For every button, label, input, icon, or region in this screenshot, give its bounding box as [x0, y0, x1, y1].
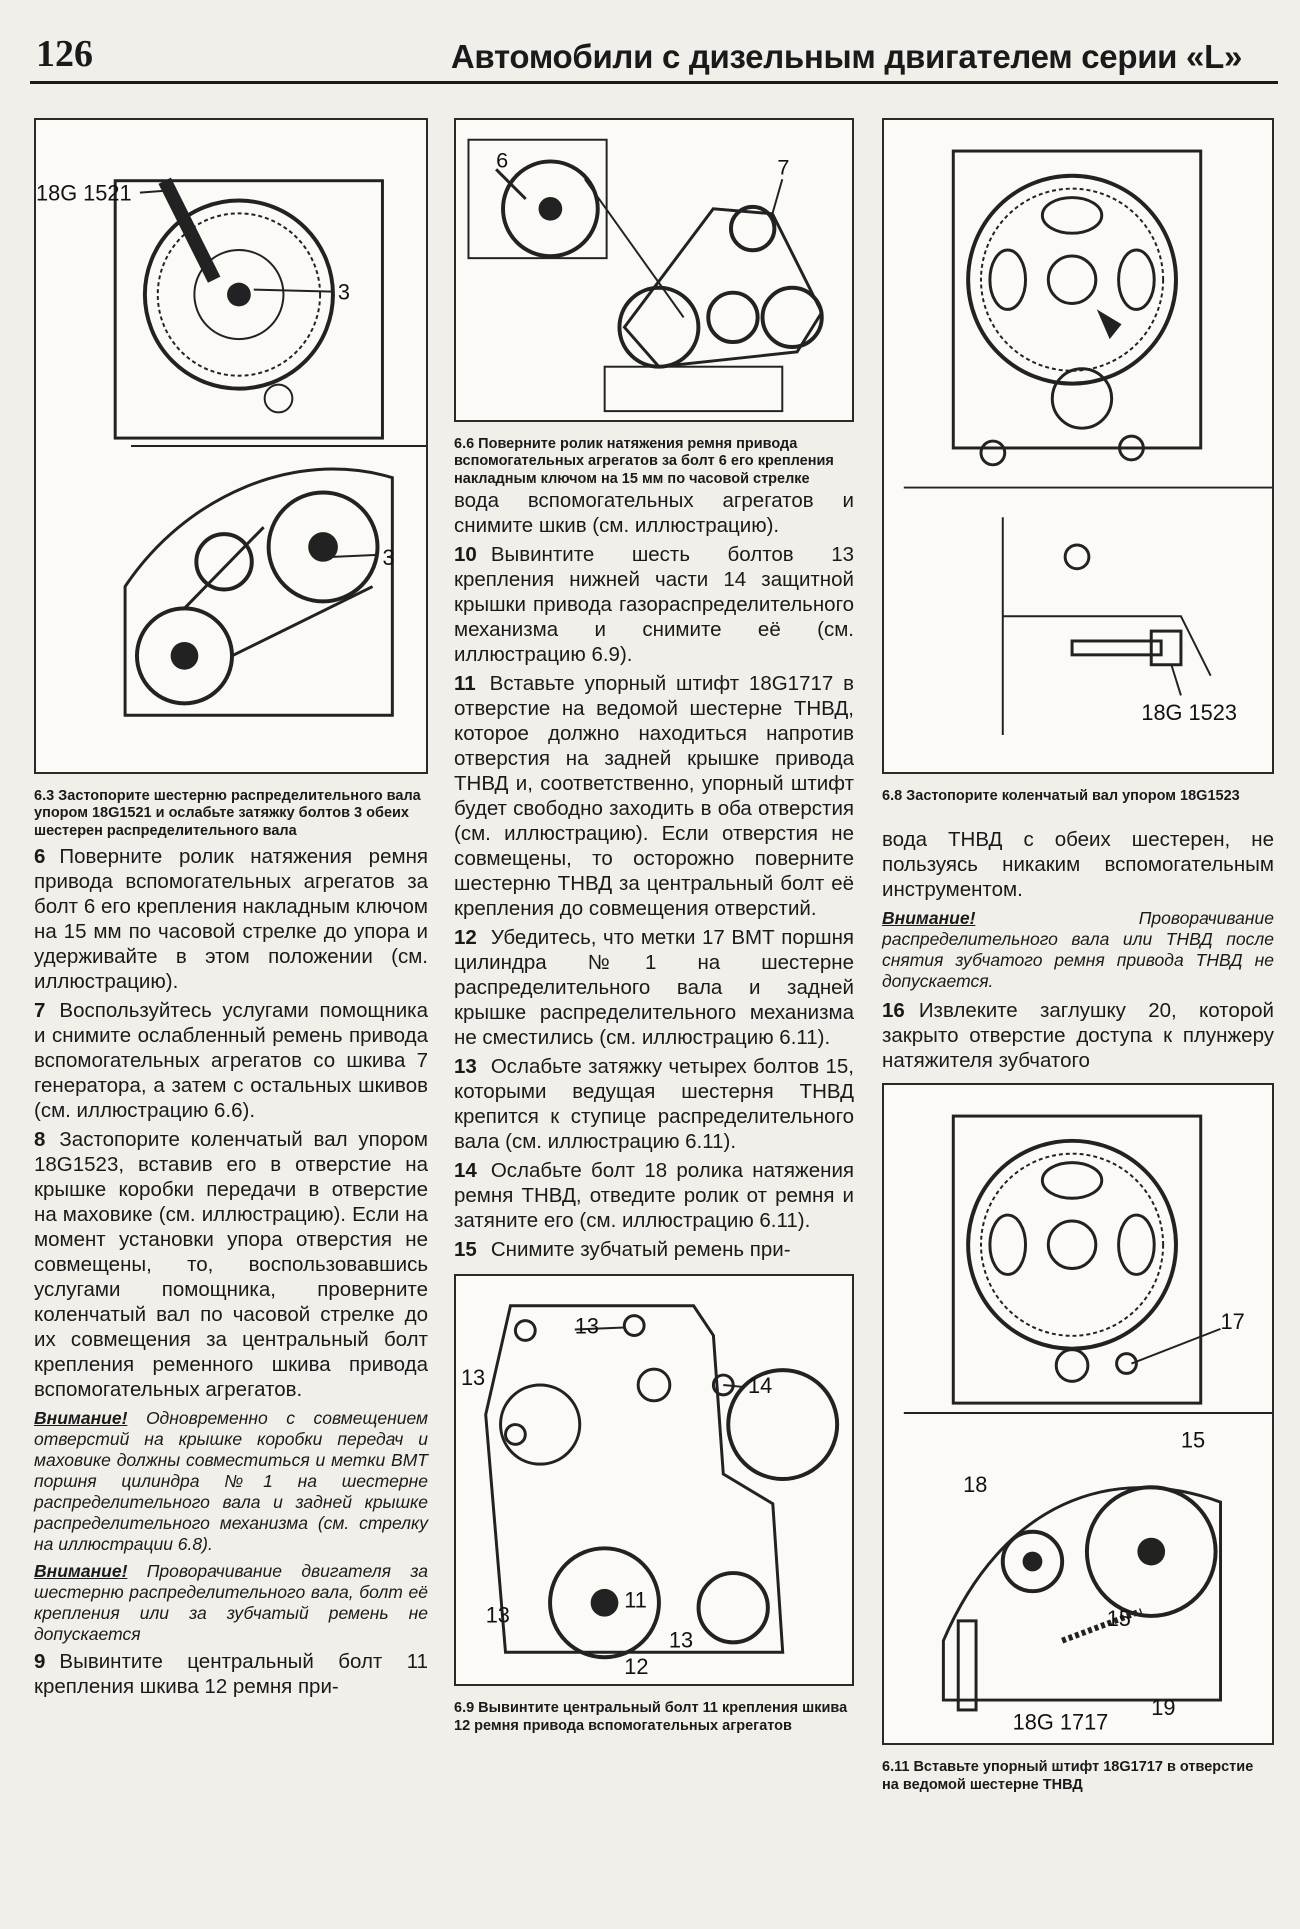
paragraph-16: 16 Извлеките заглушку 20, которой закрыто отверстие доступа к плунжеру натяжителя зубчатого: [882, 999, 1274, 1073]
figure-6-11: [882, 1083, 1274, 1745]
paragraph-11: 11 Вставьте упорный штифт 18G1717 в отверстие на ведомой шестерне ТНВД, которое должно находиться напротив отверстия на задней крышке привода ТНВД и, соответственно, упорный штифт будет свободно заходить в оба отверстия (см. иллюстрацию). Если отверстия не совмещены, то осторожно поверните шестерню ТНВД за центральный болт её крепления до совмещения отверстий.: [454, 672, 854, 921]
warning-2: Внимание! Проворачивание двигателя за шестерню распределительного вала, болт её крепления или за зубчатый ремень не допускается: [34, 1561, 428, 1645]
figure-6-6-caption: 6.6 Поверните ролик натяжения ремня привода вспомогательных агрегатов за болт 6 его крепления накладным ключом на 15 мм по часовой стрелке: [454, 436, 834, 487]
figure-6-6: [454, 118, 854, 422]
running-title: Автомобили с дизельным двигателем серии «L»: [450, 38, 1242, 75]
figure-6-3: [34, 118, 428, 774]
figure-6-9: [454, 1274, 854, 1686]
warning-3: Внимание! Проворачивание распределительного вала или ТНВД после снятия зубчатого ремня привода ТНВД не допускается.: [882, 908, 1274, 992]
fig63-label-3b: 3: [382, 544, 395, 570]
page-header: [30, 28, 1278, 84]
fig611-label-17: 17: [1220, 1309, 1245, 1335]
page-number: 126: [36, 33, 93, 75]
paragraph-6: 6 Поверните ролик натяжения ремня привода вспомогательных агрегатов за болт 6 его крепления накладным ключом на 15 мм по часовой стрелке до упора и удерживайте в этом положении (см. иллюстрацию).: [34, 845, 428, 994]
warning-1: Внимание! Одновременно с совмещением отверстий на крышке коробки передач и маховике должны совместиться и метки ВМТ поршня цилиндра №1 на шестерне распределительного вала и задней крышке распределительного механизма (см. стрелку на иллюстрации 6.8).: [34, 1408, 428, 1555]
fig63-label-3a: 3: [337, 279, 351, 305]
fig611-label-19: 19: [1151, 1695, 1176, 1721]
fig63-label-tool: 18G 1521: [36, 180, 132, 206]
fig69-label-13b: 13: [460, 1365, 486, 1391]
paragraph-8: 8 Застопорите коленчатый вал упором 18G1523, вставив его в отверстие на крышке коробки передачи в отверстие на маховике (см. иллюстрацию). Если на момент установки упора отверстия не совмещены, то, воспользовавшись услугами помощника, проверните коленчатый вал по часовой стрелке до их совмещения за центральный болт крепления ременного шкива привода вспомогательных агрегатов.: [34, 1128, 428, 1402]
paragraph-15-cont: вода ТНВД с обеих шестерен, не пользуясь никаким вспомогательным инструментом.: [882, 828, 1274, 902]
column-2: [454, 118, 854, 1735]
column-3: [882, 118, 1274, 1794]
figure-6-8: [882, 118, 1274, 774]
fig69-label-13d: 13: [668, 1627, 694, 1653]
figure-6-3-drawing: [36, 120, 426, 772]
fig68-label-tool: 18G 1523: [1141, 700, 1237, 726]
fig611-label-15b: 15: [1106, 1606, 1131, 1632]
fig69-label-14: 14: [748, 1373, 773, 1399]
fig66-label-6: 6: [496, 147, 509, 173]
figure-6-6-drawing: [456, 120, 852, 420]
fig66-label-7: 7: [777, 154, 790, 180]
paragraph-13: 13 Ослабьте затяжку четырех болтов 15, которыми ведущая шестерня ТНВД крепится к ступице распределительного вала (см. иллюстрацию 6.11).: [454, 1055, 854, 1154]
figure-6-11-caption: 6.11 Вставьте упорный штифт 18G1717 в отверстие на ведомой шестерне ТНВД: [882, 1759, 1254, 1793]
fig69-label-12: 12: [624, 1654, 649, 1680]
fig69-label-11: 11: [624, 1587, 647, 1613]
fig69-label-13a: 13: [574, 1313, 600, 1339]
paragraph-7: 7 Воспользуйтесь услугами помощника и снимите ослабленный ремень привода вспомогательных агрегатов со шкива 7 генератора, а затем с остальных шкивов (см. иллюстрацию 6.6).: [34, 999, 428, 1123]
fig69-label-13c: 13: [485, 1602, 510, 1628]
figure-6-8-drawing: [884, 120, 1272, 772]
fig611-label-18: 18: [963, 1472, 988, 1498]
column-1: [34, 118, 428, 1699]
figure-6-8-caption: 6.8 Застопорите коленчатый вал упором 18G1523: [882, 788, 1240, 804]
figure-6-3-caption: 6.3 Застопорите шестерню распределительного вала упором 18G1521 и ослабьте затяжку болтов 3 обеих шестерен распределительного вала: [34, 788, 421, 839]
paragraph-12: 12 Убедитесь, что метки 17 ВМТ поршня цилиндра №1 на шестерне распределительного вала и задней крышке распределительного механизма не сместились (см. иллюстрацию 6.11).: [454, 926, 854, 1050]
paragraph-9: 9 Вывинтите центральный болт 11 крепления шкива 12 ремня при-: [34, 1650, 428, 1699]
paragraph-14: 14 Ослабьте болт 18 ролика натяжения ремня ТНВД, отведите ролик от ремня и затяните его (см. иллюстрацию 6.11).: [454, 1159, 854, 1233]
figure-6-9-drawing: [456, 1276, 852, 1684]
paragraph-10: 10 Вывинтите шесть болтов 13 крепления нижней части 14 защитной крышки привода газораспределительного механизма и снимите её (см. иллюстрацию 6.9).: [454, 543, 854, 667]
fig611-label-15a: 15: [1180, 1428, 1206, 1454]
figure-6-11-drawing: [884, 1085, 1272, 1743]
fig611-label-tool: 18G 1717: [1012, 1710, 1109, 1736]
paragraph-9-cont: вода вспомогательных агрегатов и снимите шкив (см. иллюстрацию).: [454, 489, 854, 538]
figure-6-9-caption: 6.9 Вывинтите центральный болт 11 крепления шкива 12 ремня привода вспомогательных агрегатов: [454, 1700, 848, 1734]
paragraph-15: 15 Снимите зубчатый ремень при-: [454, 1238, 791, 1262]
